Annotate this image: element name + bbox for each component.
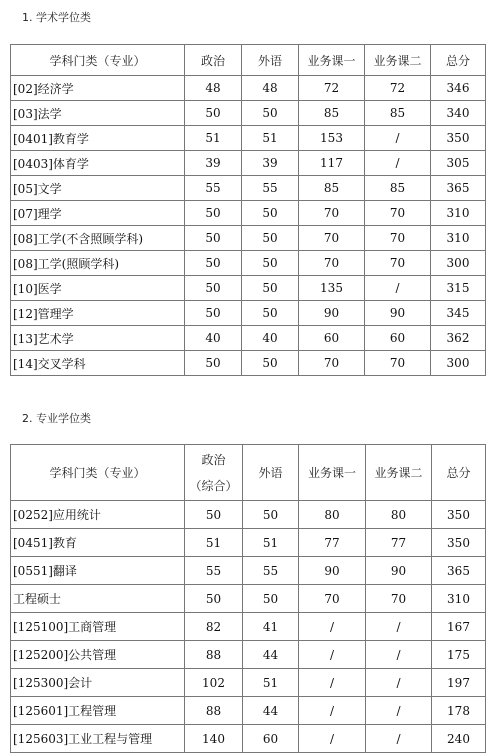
cell-discipline: [14]交叉学科 [11, 351, 185, 376]
header-politics-label: 政治 [201, 452, 226, 467]
table-row [11, 76, 486, 101]
cell-total: 350 [431, 126, 486, 151]
cell-subject-one: 70 [299, 251, 365, 276]
cell-politics: 88 [185, 641, 243, 669]
cell-foreign-language: 50 [242, 301, 299, 326]
cell-total: 310 [431, 226, 486, 251]
table-row [11, 351, 486, 376]
cell-politics: 88 [185, 697, 243, 725]
cell-politics: 82 [185, 613, 243, 641]
table-row [11, 585, 486, 613]
cell-total: 365 [432, 557, 486, 585]
header-discipline: 学科门类（专业） [11, 45, 185, 76]
cell-total: 310 [432, 585, 486, 613]
cell-subject-two: 77 [366, 529, 432, 557]
cell-foreign-language: 50 [243, 501, 299, 529]
cell-discipline: 工程硕士 [11, 585, 185, 613]
cell-politics: 50 [185, 251, 242, 276]
header-subject-two: 业务课二 [365, 45, 431, 76]
cell-subject-one: / [299, 613, 366, 641]
cell-total: 300 [431, 351, 486, 376]
cell-foreign-language: 48 [242, 76, 299, 101]
table-row [11, 725, 486, 753]
cell-foreign-language: 50 [242, 251, 299, 276]
cell-discipline: [02]经济学 [11, 76, 185, 101]
table-row [11, 151, 486, 176]
cell-foreign-language: 51 [243, 669, 299, 697]
table-row [11, 226, 486, 251]
cell-foreign-language: 51 [242, 126, 299, 151]
cell-total: 300 [431, 251, 486, 276]
cell-total: 178 [432, 697, 486, 725]
cell-foreign-language: 60 [243, 725, 299, 753]
cell-subject-two: 70 [365, 226, 431, 251]
table-row [11, 529, 486, 557]
cell-politics: 50 [185, 585, 243, 613]
cell-subject-two: / [366, 669, 432, 697]
cell-discipline: [0403]体育学 [11, 151, 185, 176]
table-row [11, 501, 486, 529]
table-header-row [11, 445, 486, 501]
cell-discipline: [0551]翻译 [11, 557, 185, 585]
cell-politics: 102 [185, 669, 243, 697]
cell-total: 365 [431, 176, 486, 201]
cell-subject-one: 90 [299, 557, 366, 585]
cell-subject-two: 60 [365, 326, 431, 351]
cell-subject-one: 80 [299, 501, 366, 529]
header-total: 总分 [432, 445, 486, 501]
header-total: 总分 [431, 45, 486, 76]
header-comprehensive-label: （综合） [189, 478, 238, 493]
cell-subject-two: 90 [366, 557, 432, 585]
cell-subject-one: 72 [299, 76, 365, 101]
professional-degree-table [10, 444, 486, 753]
cell-total: 240 [432, 725, 486, 753]
table-row [11, 201, 486, 226]
section-title-professional: 2. 专业学位类 [22, 412, 91, 425]
cell-total: 350 [432, 501, 486, 529]
cell-subject-two: / [365, 151, 431, 176]
cell-subject-one: 70 [299, 201, 365, 226]
cell-discipline: [03]法学 [11, 101, 185, 126]
cell-discipline: [08]工学(不含照顾学科) [11, 226, 185, 251]
cell-subject-one: / [299, 669, 366, 697]
table-row [11, 326, 486, 351]
cell-foreign-language: 44 [243, 697, 299, 725]
header-subject-one: 业务课一 [299, 45, 365, 76]
cell-foreign-language: 50 [242, 276, 299, 301]
cell-foreign-language: 44 [243, 641, 299, 669]
cell-subject-one: 85 [299, 101, 365, 126]
cell-subject-two: 70 [366, 585, 432, 613]
table-header-row [11, 45, 486, 76]
cell-total: 175 [432, 641, 486, 669]
header-politics: 政治 [185, 45, 242, 76]
cell-total: 340 [431, 101, 486, 126]
cell-discipline: [0451]教育 [11, 529, 185, 557]
cell-politics: 48 [185, 76, 242, 101]
cell-foreign-language: 50 [242, 201, 299, 226]
cell-politics: 39 [185, 151, 242, 176]
cell-total: 315 [431, 276, 486, 301]
cell-foreign-language: 40 [242, 326, 299, 351]
cell-subject-two: 85 [365, 101, 431, 126]
table-row [11, 126, 486, 151]
table-row [11, 276, 486, 301]
cell-foreign-language: 50 [242, 101, 299, 126]
cell-subject-two: / [366, 697, 432, 725]
cell-subject-one: 90 [299, 301, 365, 326]
cell-subject-one: 135 [299, 276, 365, 301]
cell-subject-one: 60 [299, 326, 365, 351]
cell-politics: 40 [185, 326, 242, 351]
cell-total: 167 [432, 613, 486, 641]
cell-discipline: [12]管理学 [11, 301, 185, 326]
cell-politics: 140 [185, 725, 243, 753]
cell-foreign-language: 50 [242, 226, 299, 251]
cell-subject-two: 70 [365, 251, 431, 276]
cell-discipline: [125603]工业工程与管理 [11, 725, 185, 753]
cell-total: 345 [431, 301, 486, 326]
cell-politics: 55 [185, 557, 243, 585]
cell-discipline: [0252]应用统计 [11, 501, 185, 529]
table-row [11, 613, 486, 641]
table-row [11, 301, 486, 326]
cell-subject-one: 117 [299, 151, 365, 176]
cell-politics: 50 [185, 276, 242, 301]
cell-discipline: [08]工学(照顾学科) [11, 251, 185, 276]
cell-discipline: [125100]工商管理 [11, 613, 185, 641]
cell-subject-two: 72 [365, 76, 431, 101]
section-title-academic: 1. 学术学位类 [22, 11, 91, 24]
cell-politics: 51 [185, 126, 242, 151]
cell-foreign-language: 55 [242, 176, 299, 201]
cell-subject-two: 90 [365, 301, 431, 326]
cell-total: 362 [431, 326, 486, 351]
cell-subject-two: / [365, 126, 431, 151]
cell-foreign-language: 50 [242, 351, 299, 376]
cell-subject-one: 153 [299, 126, 365, 151]
cell-foreign-language: 51 [243, 529, 299, 557]
cell-politics: 51 [185, 529, 243, 557]
cell-politics: 50 [185, 351, 242, 376]
cell-subject-one: 70 [299, 226, 365, 251]
cell-subject-two: / [365, 276, 431, 301]
cell-subject-two: / [366, 725, 432, 753]
header-discipline: 学科门类（专业） [11, 445, 185, 501]
cell-subject-two: / [366, 641, 432, 669]
academic-degree-table [10, 44, 486, 376]
header-foreign-language: 外语 [243, 445, 299, 501]
cell-politics: 55 [185, 176, 242, 201]
table-row [11, 697, 486, 725]
cell-politics: 50 [185, 226, 242, 251]
cell-foreign-language: 41 [243, 613, 299, 641]
cell-discipline: [0401]教育学 [11, 126, 185, 151]
header-politics-comprehensive [185, 445, 243, 501]
table-row [11, 557, 486, 585]
cell-discipline: [13]艺术学 [11, 326, 185, 351]
cell-subject-two: 80 [366, 501, 432, 529]
cell-subject-one: 70 [299, 351, 365, 376]
cell-subject-two: 70 [365, 351, 431, 376]
cell-subject-one: / [299, 641, 366, 669]
cell-subject-one: 70 [299, 585, 366, 613]
cell-subject-two: / [366, 613, 432, 641]
table-row [11, 176, 486, 201]
cell-subject-one: / [299, 725, 366, 753]
table-row [11, 669, 486, 697]
cell-discipline: [125601]工程管理 [11, 697, 185, 725]
cell-politics: 50 [185, 201, 242, 226]
cell-discipline: [10]医学 [11, 276, 185, 301]
cell-discipline: [07]理学 [11, 201, 185, 226]
cell-foreign-language: 39 [242, 151, 299, 176]
header-foreign-language: 外语 [242, 45, 299, 76]
table-row [11, 101, 486, 126]
cell-total: 346 [431, 76, 486, 101]
header-subject-two: 业务课二 [366, 445, 432, 501]
cell-subject-two: 85 [365, 176, 431, 201]
cell-total: 310 [431, 201, 486, 226]
cell-politics: 50 [185, 301, 242, 326]
cell-discipline: [125200]公共管理 [11, 641, 185, 669]
cell-foreign-language: 50 [243, 585, 299, 613]
cell-foreign-language: 55 [243, 557, 299, 585]
cell-total: 350 [432, 529, 486, 557]
cell-total: 305 [431, 151, 486, 176]
cell-subject-one: 85 [299, 176, 365, 201]
table-row [11, 251, 486, 276]
cell-politics: 50 [185, 101, 242, 126]
cell-total: 197 [432, 669, 486, 697]
cell-subject-one: 77 [299, 529, 366, 557]
cell-discipline: [125300]会计 [11, 669, 185, 697]
cell-discipline: [05]文学 [11, 176, 185, 201]
cell-subject-one: / [299, 697, 366, 725]
header-subject-one: 业务课一 [299, 445, 366, 501]
cell-subject-two: 70 [365, 201, 431, 226]
table-row [11, 641, 486, 669]
cell-politics: 50 [185, 501, 243, 529]
